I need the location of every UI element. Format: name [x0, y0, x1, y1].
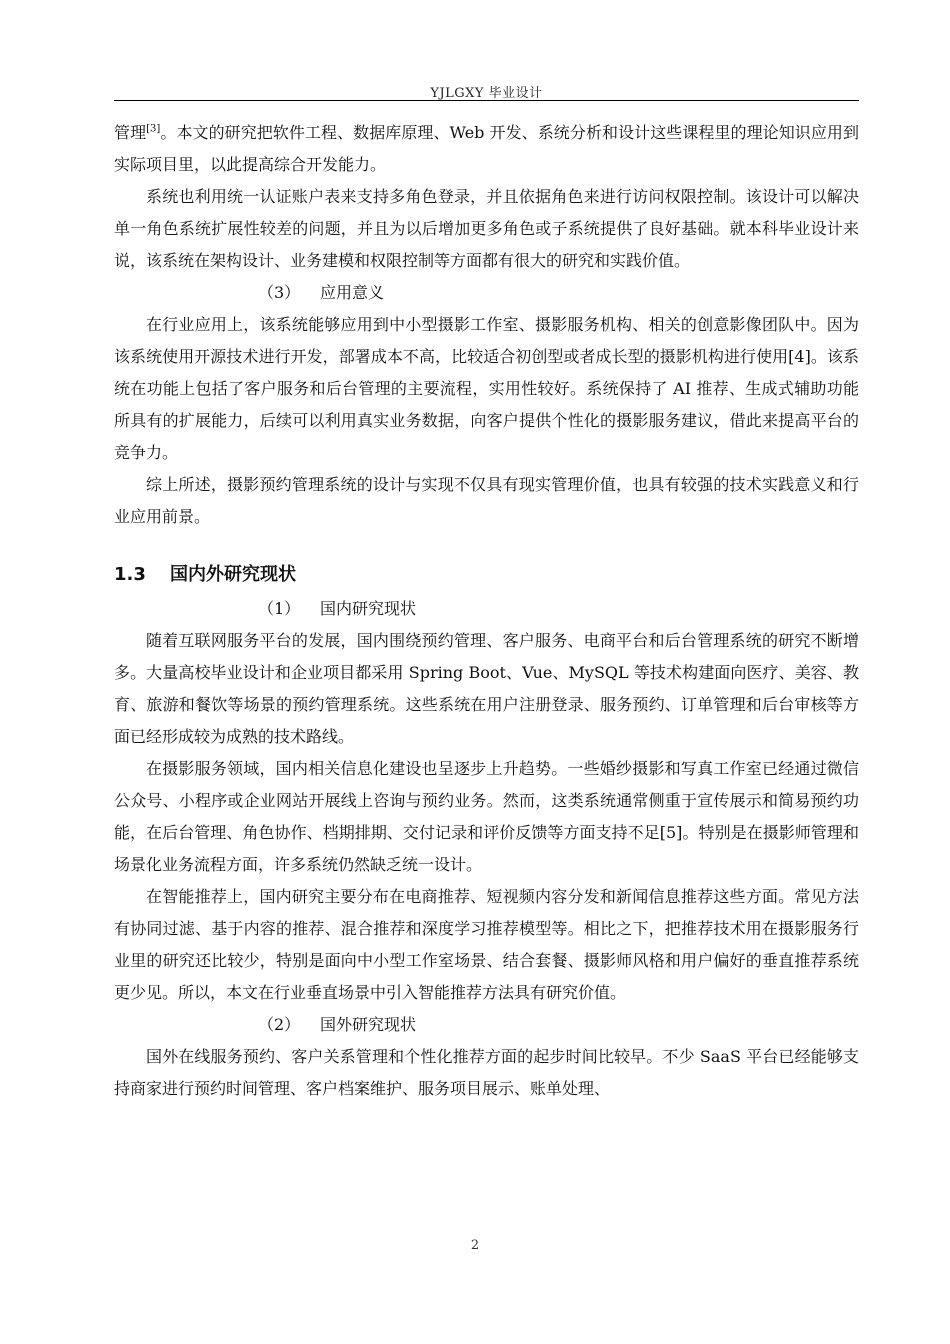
paragraph-1-rest: 。本文的研究把软件工程、数据库原理、Web 开发、系统分析和设计这些课程里的理论知识应用到实际项目里，以此提高综合开发能力。 — [114, 123, 859, 174]
paragraph-7: 在智能推荐上，国内研究主要分布在电商推荐、短视频内容分发和新闻信息推荐这些方面。常见方法有协同过滤、基于内容的推荐、混合推荐和深度学习推荐模型等。相比之下，把推荐技术用在摄影服务行业里的研究还比较少，特别是面向中小型工作室场景、结合套餐、摄影师风格和用户偏好的垂直推荐系统更少见。所以，本文在行业垂直场景中引入智能推荐方法具有研究价值。 — [114, 887, 859, 1002]
header-rule — [114, 100, 859, 101]
body-content — [114, 117, 859, 1105]
paragraph-6: 在摄影服务领域，国内相关信息化建设也呈逐步上升趋势。一些婚纱摄影和写真工作室已经通过微信公众号、小程序或企业网站开展线上咨询与预约业务。然而，这类系统通常侧重于宣传展示和简易预约功能，在后台管理、角色协作、档期排期、交付记录和评价反馈等方面支持不足[5]。特别是在摄影师管理和场景化业务流程方面，许多系统仍然缺乏统一设计。 — [114, 759, 859, 874]
paragraph-3: 在行业应用上，该系统能够应用到中小型摄影工作室、摄影服务机构、相关的创意影像团队中。因为该系统使用开源技术进行开发，部署成本不高，比较适合初创型或者成长型的摄影机构进行使用[4]。该系统在功能上包括了客户服务和后台管理的主要流程，实用性较好。系统保持了 AI 推荐、生成式辅助功能所具有的扩展能力，后续可以利用真实业务数据，向客户提供个性化的摄影服务建议，借此来提高平台的竞争力。 — [114, 315, 859, 462]
subheading-foreign-research — [114, 1009, 859, 1041]
subheading-number: （3） — [258, 283, 301, 302]
subheading-label: 应用意义 — [320, 283, 385, 302]
subheading-number: （2） — [258, 1015, 301, 1034]
subheading-label: 国外研究现状 — [320, 1015, 417, 1034]
paragraph-1-text: 管理 — [114, 123, 147, 142]
section-heading — [114, 533, 859, 593]
subheading-domestic-research — [114, 593, 859, 625]
section-number: 1.3 — [114, 564, 146, 585]
paragraph-1 — [114, 117, 859, 181]
paragraph-8: 国外在线服务预约、客户关系管理和个性化推荐方面的起步时间比较早。不少 SaaS 平台已经能够支持商家进行预约时间管理、客户档案维护、服务项目展示、账单处理、 — [114, 1047, 859, 1098]
subheading-number: （1） — [258, 599, 301, 618]
paragraph-2: 系统也利用统一认证账户表来支持多角色登录，并且依据角色来进行访问权限控制。该设计可以解决单一角色系统扩展性较差的问题，并且为以后增加更多角色或子系统提供了良好基础。就本科毕业设计来说，该系统在架构设计、业务建模和权限控制等方面都有很大的研究和实践价值。 — [114, 187, 859, 270]
paragraph-4: 综上所述，摄影预约管理系统的设计与实现不仅具有现实管理价值，也具有较强的技术实践意义和行业应用前景。 — [114, 475, 859, 526]
paragraph-5: 随着互联网服务平台的发展，国内围绕预约管理、客户服务、电商平台和后台管理系统的研究不断增多。大量高校毕业设计和企业项目都采用 Spring Boot、Vue、MySQL 等技术构建面向医疗、美容、教育、旅游和餐饮等场景的预约管理系统。这些系统在用户注册登录、服务预约、订单管理和后台审核等方面已经形成较为成熟的技术路线。 — [114, 631, 859, 746]
page-number: 2 — [470, 1238, 480, 1253]
section-title: 国内外研究现状 — [170, 564, 296, 585]
running-header: YJLGXY 毕业设计 — [430, 86, 543, 101]
subheading-application-significance — [114, 277, 859, 309]
citation-superscript: [3] — [146, 123, 161, 135]
subheading-label: 国内研究现状 — [320, 599, 417, 618]
